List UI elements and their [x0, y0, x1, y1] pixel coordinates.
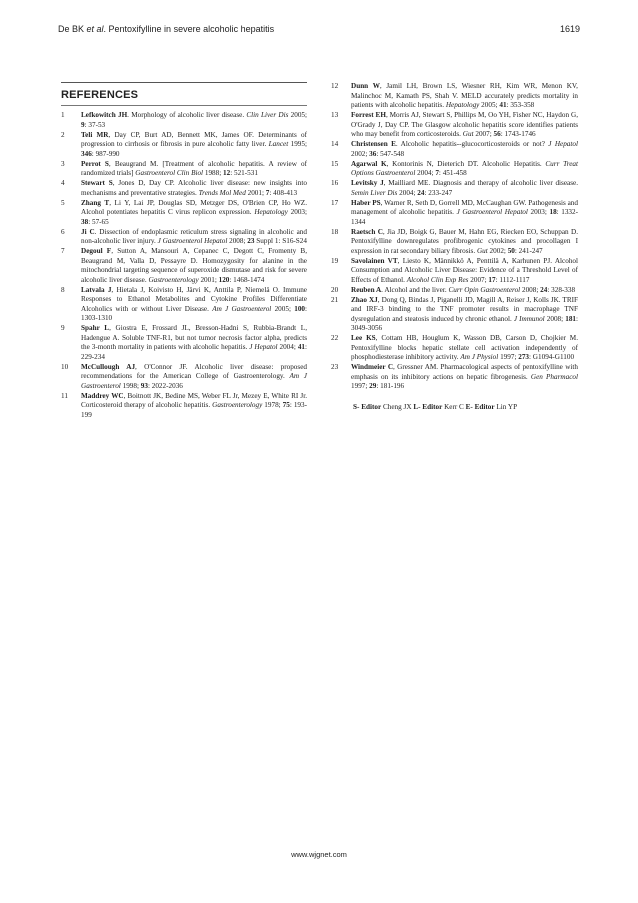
reference-year: 2004;	[397, 188, 418, 197]
reference-item	[61, 286, 307, 324]
reference-pages: : 37-53	[84, 120, 106, 129]
running-title-authors: De BK	[58, 24, 87, 34]
reference-pages: : 229-234	[81, 343, 307, 361]
reference-volume: 23	[247, 237, 255, 245]
reference-body: , O'Connor JF. Alcoholic liver disease: proposed recommendations for the American College of Gastroenterology.	[81, 362, 307, 380]
reference-item	[331, 334, 578, 363]
reference-volume: 29	[369, 382, 377, 390]
reference-volume: 24	[417, 188, 425, 197]
reference-volume: 56	[493, 130, 501, 138]
reference-number: 16	[331, 179, 339, 187]
reference-item	[61, 247, 307, 285]
reference-volume: 7	[435, 169, 439, 177]
running-title-etal: et al	[86, 24, 104, 34]
reference-number: 17	[331, 198, 339, 207]
reference-text	[351, 363, 578, 392]
reference-volume: 93	[140, 381, 148, 390]
reference-number: 7	[61, 247, 65, 255]
reference-volume: 24	[540, 285, 548, 294]
reference-pages: : 987-990	[91, 149, 120, 158]
reference-number: 18	[331, 227, 339, 236]
reference-number: 12	[331, 82, 339, 90]
reference-text	[351, 140, 578, 159]
reference-volume: 100	[294, 304, 305, 313]
reference-number: 1	[61, 111, 65, 119]
reference-journal: Gut	[462, 130, 474, 138]
reference-text	[81, 228, 307, 247]
reference-year: 2004;	[415, 169, 436, 177]
reference-number: 9	[61, 324, 65, 332]
reference-journal: Lancet	[268, 140, 289, 148]
reference-year: 2002;	[487, 246, 508, 255]
reference-text	[81, 199, 307, 228]
reference-item	[61, 228, 307, 247]
reference-body: , Warner R, Seth D, Gorrell MD, McCaughan GW. Pathogenesis and management of alcoholic hepatitis.	[351, 198, 578, 216]
reference-body: , Giostra E, Frossard JL, Bresson-Hadni S, Rubbia-Brandt L, Hadengue A. Soluble TNF-R1, but not tumor necrosis factor alpha, predicts the 3-month mortality in patients with alcoholic hepatitis.	[81, 324, 307, 351]
reference-text	[351, 228, 578, 257]
reference-year: 1998;	[120, 381, 141, 390]
reference-volume: 17	[488, 275, 496, 284]
reference-journal: Am J Gastroenterol	[81, 372, 307, 390]
reference-volume: 75	[282, 401, 290, 409]
reference-body: , Jones D, Day CP. Alcoholic liver disease: new insights into mechanisms and preventative strategies.	[81, 179, 307, 197]
reference-item	[331, 286, 578, 296]
reference-body: , Jamil LH, Brown LS, Wiesner RH, Kim WR, Menon KV, Malinchoc M, Kamath PS, Shah V. MELD accurately predicts mortality in patients with alcoholic hepatitis.	[351, 82, 578, 109]
reference-volume: 50	[507, 246, 515, 255]
footer-url: www.wjgnet.com	[291, 850, 347, 859]
reference-pages: : 233-247	[424, 188, 453, 197]
reference-journal: Curr Opin Gastroenterol	[448, 285, 521, 294]
reference-text	[81, 131, 307, 160]
reference-year: 1995;	[288, 140, 307, 148]
reference-volume: 41	[499, 101, 507, 109]
reference-text	[81, 179, 307, 198]
reference-body: , Hietala J, Koivisto H, Järvi K, Anttila P, Niemelä O. Immune Responses to Ethanol Metabolites and Cytokine Profiles Differentiate Alcoholics with or without Liver Disease.	[81, 285, 307, 313]
header-rule-left	[61, 82, 307, 83]
reference-author: Windmeier C	[351, 363, 394, 371]
reference-number: 11	[61, 391, 68, 400]
reference-journal: Hepatology	[445, 101, 480, 109]
reference-number: 10	[61, 362, 69, 371]
reference-text	[351, 286, 578, 296]
reference-body: , Morris AJ, Stewart S, Phillips M, Oo YH, Fisher NC, Haydon G, O'Grady J, Day CP. The Glasgow alcoholic hepatitis score identifies patients who may benefit from corticosteroids.	[351, 111, 578, 138]
reference-pages: : 547-548	[376, 149, 405, 158]
reference-item	[331, 140, 578, 159]
reference-author: Forrest EH	[351, 111, 386, 119]
reference-author: Maddrey WC	[81, 391, 124, 400]
reference-journal: Gen Pharmacol	[530, 372, 578, 381]
reference-author: Levitsky J	[351, 179, 384, 187]
references-rule	[61, 105, 307, 106]
reference-year: 1997;	[498, 353, 519, 361]
reference-journal: Am J Gastroenterol	[212, 304, 272, 313]
reference-body: , Gressner AM. Pharmacological aspects of pentoxifylline with emphasis on its inhibitory actions on hepatic fibrogenesis.	[351, 363, 578, 381]
reference-item	[331, 363, 578, 392]
reference-body: . Alcoholic hepatitis--glucocorticosteroids or not?	[395, 140, 549, 148]
reference-number: 21	[331, 295, 339, 304]
reference-item	[61, 199, 307, 228]
reference-body: , Mailliard ME. Diagnosis and therapy of alcoholic liver disease.	[383, 179, 578, 187]
reference-text	[351, 82, 578, 111]
reference-pages: : 451-458	[438, 169, 467, 177]
reference-item	[61, 324, 307, 362]
reference-item	[61, 160, 307, 179]
reference-year: 2001;	[198, 275, 219, 284]
reference-pages: : 57-65	[88, 217, 109, 226]
reference-volume: 36	[369, 149, 377, 158]
reference-pages: : 2022-2036	[147, 381, 183, 390]
s-editor-name: Cheng JX	[381, 402, 414, 411]
reference-volume: 18	[549, 208, 557, 216]
reference-body: , Boitnott JK, Bedine MS, Weber FL Jr, Mezey E, White RI Jr. Corticosteroid therapy of alcoholic hepatitis.	[81, 391, 307, 409]
reference-author: Zhang T	[81, 198, 110, 207]
reference-item	[61, 179, 307, 198]
editors-line	[331, 403, 578, 411]
reference-volume: 120	[218, 275, 230, 284]
reference-volume: 12	[223, 169, 231, 177]
reference-body: , Jia JD, Boigk G, Bauer M, Hahn EG, Riecken EO, Schuppan D. Pentoxifylline downregulates profibrogenic cytokines and procollagen I expression in rat secondary biliary fibrosis.	[351, 227, 579, 255]
reference-journal: J Gastroenterol Hepatol	[456, 208, 528, 216]
reference-year: 1978;	[262, 401, 283, 409]
reference-text	[81, 160, 307, 179]
reference-body: , Kontorinis N, Dieterich DT. Alcoholic Hepatitis.	[386, 159, 546, 168]
right-column	[331, 82, 578, 411]
reference-author: Savolainen VT	[351, 256, 398, 265]
reference-text	[351, 334, 578, 363]
reference-year: 2007;	[473, 130, 494, 138]
reference-text	[81, 363, 307, 392]
reference-item	[331, 179, 578, 198]
reference-author: Teli MR	[81, 130, 109, 139]
reference-body: , Cottam HB, Houglum K, Wasson DB, Carson D, Chojkier M. Pentoxifylline blocks hepatic stellate cell activation independently of phosphodiesterase inhibitory activity.	[351, 334, 578, 361]
reference-year: 2005;	[479, 101, 500, 109]
reference-body: , Liesto K, Männikkö A, Penttilä A, Karhunen PJ. Alcohol Consumption and Alcoholic Liver Disease: Evidence of a Threshold Level of Effects of Ethanol.	[351, 256, 579, 284]
reference-year: 2008;	[520, 285, 541, 294]
reference-journal: Clin Liver Dis	[246, 111, 289, 119]
reference-journal: J Immunol	[513, 314, 545, 323]
reference-item	[331, 199, 578, 228]
reference-text	[81, 324, 307, 362]
reference-pages: Suppl 1: S16-S24	[254, 237, 307, 245]
reference-author: Degoul F	[81, 247, 112, 255]
reference-pages: : 353-358	[506, 101, 535, 109]
reference-item	[61, 392, 307, 421]
references-list-right	[331, 82, 578, 392]
reference-author: Haber PS	[351, 198, 381, 207]
reference-year: 2008;	[544, 314, 566, 323]
reference-number: 15	[331, 159, 339, 168]
reference-year: 2005;	[271, 304, 295, 313]
reference-number: 13	[331, 111, 339, 119]
references-list-left	[61, 111, 307, 420]
reference-item	[331, 160, 578, 179]
reference-pages: : 328-338	[547, 285, 576, 294]
reference-journal: Hepatology	[254, 208, 288, 216]
reference-pages: : 3049-3056	[351, 314, 578, 332]
reference-number: 8	[61, 285, 65, 294]
reference-number: 20	[331, 285, 339, 294]
reference-year: 2004;	[277, 343, 298, 351]
reference-pages: : 241-247	[514, 246, 543, 255]
reference-item	[331, 228, 578, 257]
reference-volume: 9	[81, 120, 85, 129]
reference-journal: Gastroenterol Clin Biol	[135, 169, 204, 177]
reference-volume: 181	[565, 314, 576, 323]
reference-number: 23	[331, 363, 339, 371]
reference-volume: 41	[297, 343, 305, 351]
reference-item	[331, 296, 578, 334]
reference-pages: : 1468-1474	[229, 275, 265, 284]
reference-author: McCullough AJ	[81, 362, 136, 371]
reference-year: 2002;	[351, 149, 370, 158]
reference-author: Christensen E	[351, 140, 396, 148]
reference-journal: Am J Physiol	[460, 353, 499, 361]
reference-number: 4	[61, 179, 65, 187]
reference-author: Perrot S	[81, 159, 109, 168]
s-editor-label: S- Editor	[353, 402, 382, 411]
reference-journal: J Hepatol	[548, 140, 578, 148]
reference-text	[81, 111, 307, 130]
reference-item	[331, 257, 578, 286]
reference-journal: Gastroenterology	[212, 401, 263, 409]
reference-text	[351, 160, 578, 179]
reference-volume: 7	[265, 188, 270, 197]
reference-pages: : 1332-1344	[351, 208, 579, 226]
reference-pages: : 1743-1746	[500, 130, 536, 138]
reference-body: . Morphology of alcoholic liver disease.	[127, 111, 247, 119]
reference-body: , Day CP, Burt AD, Bennett MK, James OF. Determinants of progression to cirrhosis or fibrosis in pure alcoholic fatty liver.	[81, 130, 307, 148]
reference-number: 6	[61, 227, 65, 236]
reference-author: Raetsch C	[351, 227, 383, 236]
reference-item	[61, 363, 307, 392]
reference-number: 22	[331, 334, 339, 342]
reference-body: , Li Y, Lai JP, Douglas SD, Metzger DS, O'Brien CP, Ho WZ. Alcohol potentiates hepatitis C virus replicon expression.	[81, 198, 307, 216]
reference-author: Zhao XJ	[351, 295, 378, 304]
reference-number: 14	[331, 140, 339, 148]
l-editor-name: Kerr C	[442, 402, 466, 411]
reference-item	[331, 111, 578, 140]
reference-journal: Gut	[476, 246, 488, 255]
reference-journal: Semin Liver Dis	[351, 188, 398, 197]
reference-body: , Sutton A, Mansouri A, Cepanec C, Degott C, Fromenty B, Beaugrand M, Valla D, Pessayre D. Homozygosity for alanine in the mitochondrial targeting sequence of superoxide dismutase and risk for severe alcoholic liver disease.	[81, 247, 308, 284]
reference-author: Lefkowitch JH	[81, 111, 128, 119]
reference-item	[61, 111, 307, 130]
reference-pages: : G1094-G1100	[529, 353, 575, 361]
reference-text	[81, 247, 307, 285]
reference-item	[331, 82, 578, 111]
reference-body: . Alcohol and the liver.	[381, 285, 449, 294]
reference-journal: Alcohol Clin Exp Res	[406, 275, 469, 284]
reference-journal: Curr Treat Options Gastroenterol	[351, 159, 578, 177]
reference-year: 2003;	[287, 208, 308, 216]
running-title-text: . Pentoxifylline in severe alcoholic hepatitis	[103, 24, 275, 34]
reference-year: 2005;	[288, 111, 307, 119]
reference-journal: J Hepatol	[249, 343, 278, 351]
reference-pages: : 1112-1117	[495, 275, 530, 284]
l-editor-label: L- Editor	[413, 402, 443, 411]
reference-item	[61, 131, 307, 160]
reference-journal: J Gastroenterol Hepatol	[157, 237, 228, 245]
reference-year: 1988;	[203, 169, 224, 177]
reference-body: , Dong Q, Bindas J, Piganelli JD, Magill A, Reiser J, Kolls JK. TRIF and IRF-3 binding to the TNF promoter results in macrophage TNF dysregulation and steatosis induced by chronic ethanol.	[351, 295, 579, 323]
reference-pages: : 1303-1310	[81, 304, 307, 322]
reference-volume: 273	[518, 353, 530, 361]
e-editor-name: Lin YP	[494, 402, 518, 411]
reference-number: 5	[61, 198, 65, 207]
reference-text	[351, 111, 578, 140]
reference-number: 3	[61, 159, 65, 168]
reference-author: Agarwal K	[351, 159, 387, 168]
reference-text	[81, 286, 307, 324]
reference-text	[351, 199, 578, 228]
reference-pages: : 521-531	[230, 169, 258, 177]
reference-body: , Beaugrand M. [Treatment of alcoholic hepatitis. A review of randomized trials]	[81, 159, 307, 177]
reference-author: Dunn W	[351, 82, 380, 90]
reference-journal: Gastroenterology	[148, 275, 199, 284]
reference-year: 1997;	[351, 382, 370, 390]
reference-volume: 38	[81, 217, 89, 226]
running-title	[58, 24, 274, 34]
reference-number: 2	[61, 130, 65, 139]
reference-author: Lee KS	[351, 334, 376, 342]
page-number: 1619	[559, 24, 580, 34]
reference-year: 2007;	[468, 275, 489, 284]
running-header	[58, 24, 580, 38]
reference-text	[351, 179, 578, 198]
reference-author: Reuben A	[351, 285, 382, 294]
reference-pages: : 408-413	[269, 188, 298, 197]
reference-author: Ji C	[81, 227, 95, 236]
e-editor-label: E- Editor	[465, 402, 495, 411]
reference-year: 2008;	[227, 237, 248, 245]
reference-author: Spahr L	[81, 324, 110, 332]
reference-pages: : 181-196	[376, 382, 405, 390]
reference-year: 2003;	[527, 208, 550, 216]
reference-year: 2001;	[245, 188, 266, 197]
reference-body: . Dissection of endoplasmic reticulum stress signaling in alcoholic and non-alcoholic liver injury.	[81, 227, 307, 245]
reference-text	[351, 257, 578, 286]
reference-text	[81, 392, 307, 421]
reference-journal: Trends Mol Med	[198, 188, 246, 197]
references-heading: REFERENCES	[61, 89, 139, 101]
reference-text	[351, 296, 578, 334]
reference-number: 19	[331, 256, 339, 265]
reference-volume: 346	[81, 149, 92, 158]
reference-author: Latvala J	[81, 285, 112, 294]
reference-pages: : 193-199	[81, 401, 308, 419]
reference-author: Stewart S	[81, 179, 113, 187]
left-column	[61, 82, 307, 421]
